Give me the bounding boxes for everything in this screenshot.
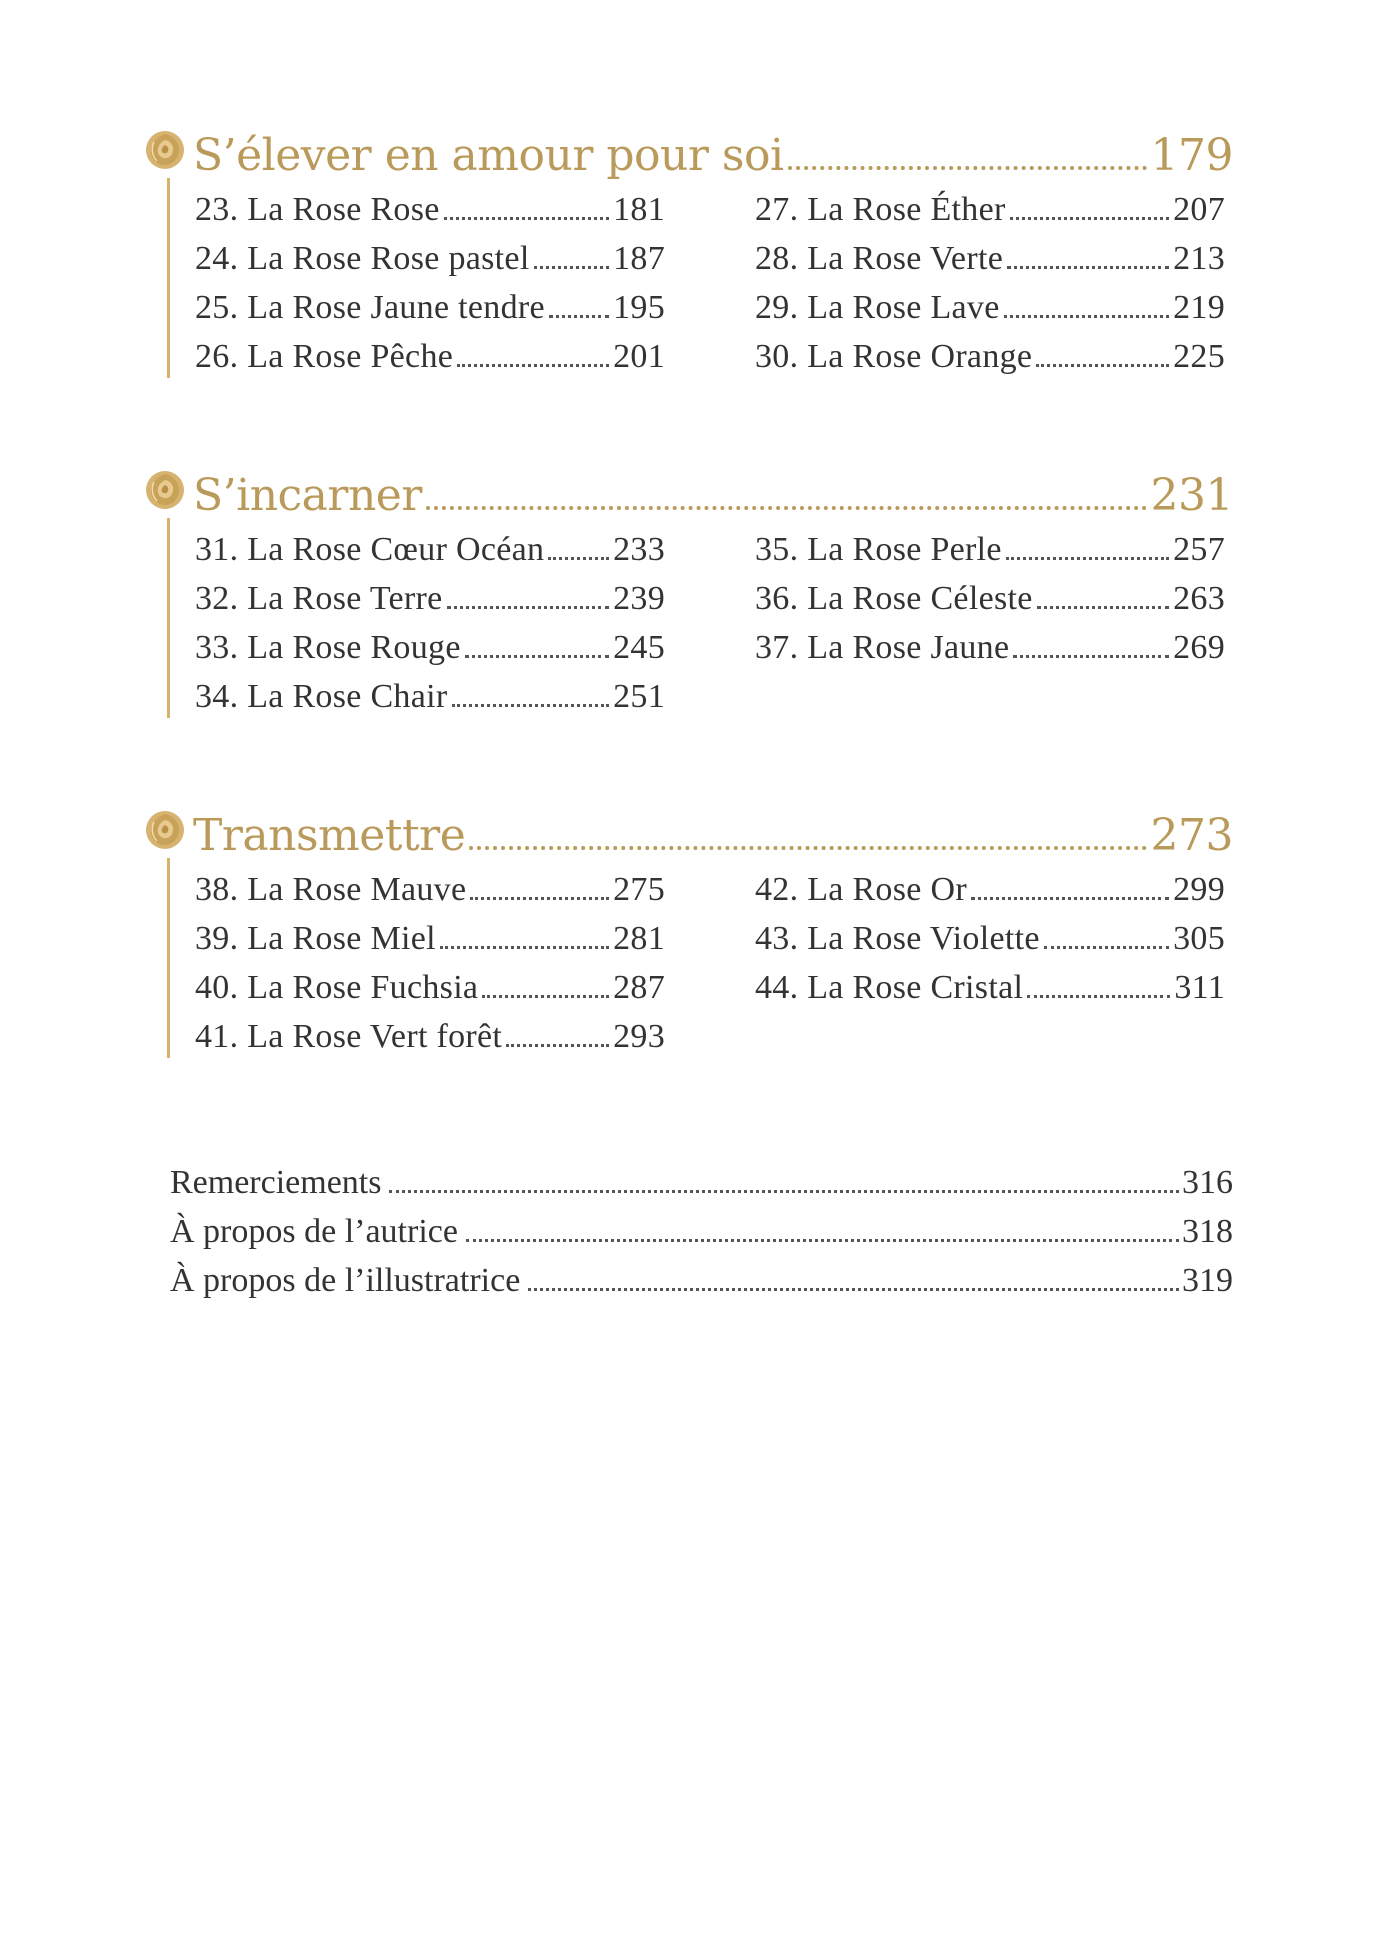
dot-leader xyxy=(1037,606,1169,609)
toc-entry[interactable] xyxy=(195,909,665,958)
dot-leader xyxy=(1006,557,1169,560)
section-page-number: 273 xyxy=(1150,810,1233,861)
dot-leader xyxy=(466,1239,1179,1242)
dot-leader xyxy=(1027,995,1170,998)
dot-leader xyxy=(469,846,1146,850)
entry-page: 201 xyxy=(613,338,665,375)
toc-entry-about-illustrator[interactable] xyxy=(170,1251,1233,1300)
toc-entry[interactable] xyxy=(755,909,1225,958)
entry-label: 34. La Rose Chair xyxy=(195,678,448,715)
entry-page: 281 xyxy=(613,920,665,957)
section-heading[interactable] xyxy=(143,798,1233,861)
entry-label: 32. La Rose Terre xyxy=(195,580,443,617)
toc-entry[interactable] xyxy=(195,958,665,1007)
entry-label: 44. La Rose Cristal xyxy=(755,969,1024,1006)
entry-page: 207 xyxy=(1173,191,1225,228)
dot-leader xyxy=(389,1190,1179,1193)
toc-entry[interactable] xyxy=(195,667,665,716)
entry-label: 37. La Rose Jaune xyxy=(755,629,1010,666)
entry-label: Remerciements xyxy=(170,1164,382,1201)
section-page-number: 179 xyxy=(1150,130,1233,181)
entry-label: 40. La Rose Fuchsia xyxy=(195,969,479,1006)
entry-label: 26. La Rose Pêche xyxy=(195,338,454,375)
dot-leader xyxy=(1007,266,1169,269)
toc-entry[interactable] xyxy=(195,569,665,618)
section-entries xyxy=(143,860,1233,1056)
entry-label: 23. La Rose Rose xyxy=(195,191,440,228)
toc-entry[interactable] xyxy=(195,520,665,569)
toc-entry[interactable] xyxy=(195,229,665,278)
dot-leader xyxy=(528,1288,1179,1291)
entry-label: 28. La Rose Verte xyxy=(755,240,1004,277)
entries-left-column xyxy=(195,860,665,1056)
entry-page: 263 xyxy=(1173,580,1225,617)
entry-label: 42. La Rose Or xyxy=(755,871,967,908)
dot-leader xyxy=(444,217,609,220)
entry-label: 39. La Rose Miel xyxy=(195,920,436,957)
entry-page: 219 xyxy=(1173,289,1225,326)
entries-right-column xyxy=(755,520,1225,716)
dot-leader xyxy=(457,364,609,367)
dot-leader xyxy=(788,166,1147,170)
rose-icon xyxy=(143,128,187,172)
entry-page: 181 xyxy=(613,191,665,228)
toc-entry[interactable] xyxy=(755,569,1225,618)
entry-label: 31. La Rose Cœur Océan xyxy=(195,531,545,568)
entry-label: 41. La Rose Vert forêt xyxy=(195,1018,503,1055)
section-title: Transmettre xyxy=(193,810,466,861)
section-title: S’élever en amour pour soi xyxy=(193,130,784,181)
entry-page: 293 xyxy=(613,1018,665,1055)
entry-label: 27. La Rose Éther xyxy=(755,191,1006,228)
entry-page: 269 xyxy=(1173,629,1225,666)
entries-right-column xyxy=(755,180,1225,376)
toc-entry[interactable] xyxy=(755,860,1225,909)
toc-entry[interactable] xyxy=(755,180,1225,229)
entry-label: 30. La Rose Orange xyxy=(755,338,1033,375)
dot-leader xyxy=(440,946,609,949)
entry-page: 251 xyxy=(613,678,665,715)
dot-leader xyxy=(549,315,609,318)
dot-leader xyxy=(1010,217,1170,220)
dot-leader xyxy=(506,1044,609,1047)
dot-leader xyxy=(470,897,609,900)
dot-leader xyxy=(1044,946,1169,949)
toc-entry[interactable] xyxy=(755,327,1225,376)
entry-page: 318 xyxy=(1182,1213,1233,1250)
section-heading[interactable] xyxy=(143,118,1233,181)
entries-left-column xyxy=(195,520,665,716)
entry-label: À propos de l’autrice xyxy=(170,1213,458,1250)
toc-section-incarner xyxy=(143,458,1233,716)
toc-entry[interactable] xyxy=(195,278,665,327)
entry-page: 287 xyxy=(613,969,665,1006)
entry-page: 195 xyxy=(613,289,665,326)
section-title: S’incarner xyxy=(193,470,422,521)
entry-label: 38. La Rose Mauve xyxy=(195,871,467,908)
rose-stem-line xyxy=(167,178,170,378)
dot-leader xyxy=(482,995,609,998)
toc-entry-acknowledgements[interactable] xyxy=(170,1153,1233,1202)
section-page-number: 231 xyxy=(1150,470,1233,521)
entry-label: 25. La Rose Jaune tendre xyxy=(195,289,545,326)
toc-entry[interactable] xyxy=(195,618,665,667)
dot-leader xyxy=(426,506,1147,510)
entry-page: 319 xyxy=(1182,1262,1233,1299)
entry-page: 299 xyxy=(1173,871,1225,908)
rose-icon xyxy=(143,808,187,852)
toc-section-transmettre xyxy=(143,798,1233,1056)
dot-leader xyxy=(971,897,1169,900)
rose-stem-line xyxy=(167,518,170,718)
section-heading[interactable] xyxy=(143,458,1233,521)
toc-entry[interactable] xyxy=(195,1007,665,1056)
entry-page: 275 xyxy=(613,871,665,908)
entry-page: 187 xyxy=(613,240,665,277)
dot-leader xyxy=(1036,364,1169,367)
toc-entry[interactable] xyxy=(755,229,1225,278)
dot-leader xyxy=(465,655,609,658)
entry-label: 43. La Rose Violette xyxy=(755,920,1040,957)
entry-page: 233 xyxy=(613,531,665,568)
entries-left-column xyxy=(195,180,665,376)
dot-leader xyxy=(1013,655,1169,658)
backmatter-list xyxy=(170,1153,1233,1300)
entry-label: 33. La Rose Rouge xyxy=(195,629,461,666)
entry-page: 316 xyxy=(1182,1164,1233,1201)
entry-label: 24. La Rose Rose pastel xyxy=(195,240,530,277)
toc-entry[interactable] xyxy=(755,520,1225,569)
entry-page: 305 xyxy=(1173,920,1225,957)
entry-page: 225 xyxy=(1173,338,1225,375)
section-entries xyxy=(143,180,1233,376)
section-entries xyxy=(143,520,1233,716)
toc-entry[interactable] xyxy=(195,180,665,229)
entry-label: À propos de l’illustratrice xyxy=(170,1262,521,1299)
dot-leader xyxy=(548,557,609,560)
entry-page: 311 xyxy=(1174,969,1225,1006)
dot-leader xyxy=(1004,315,1169,318)
dot-leader xyxy=(534,266,610,269)
toc-section-elever xyxy=(143,118,1233,376)
entry-page: 257 xyxy=(1173,531,1225,568)
dot-leader xyxy=(447,606,610,609)
entry-label: 36. La Rose Céleste xyxy=(755,580,1033,617)
rose-stem-line xyxy=(167,858,170,1058)
entry-label: 29. La Rose Lave xyxy=(755,289,1000,326)
toc-entry[interactable] xyxy=(195,327,665,376)
toc-entry[interactable] xyxy=(195,860,665,909)
dot-leader xyxy=(452,704,610,707)
toc-entry[interactable] xyxy=(755,278,1225,327)
toc-entry[interactable] xyxy=(755,958,1225,1007)
entries-right-column xyxy=(755,860,1225,1056)
rose-icon xyxy=(143,468,187,512)
entry-page: 213 xyxy=(1173,240,1225,277)
toc-entry[interactable] xyxy=(755,618,1225,667)
entry-label: 35. La Rose Perle xyxy=(755,531,1002,568)
entry-page: 245 xyxy=(613,629,665,666)
entry-page: 239 xyxy=(613,580,665,617)
toc-entry-about-author[interactable] xyxy=(170,1202,1233,1251)
